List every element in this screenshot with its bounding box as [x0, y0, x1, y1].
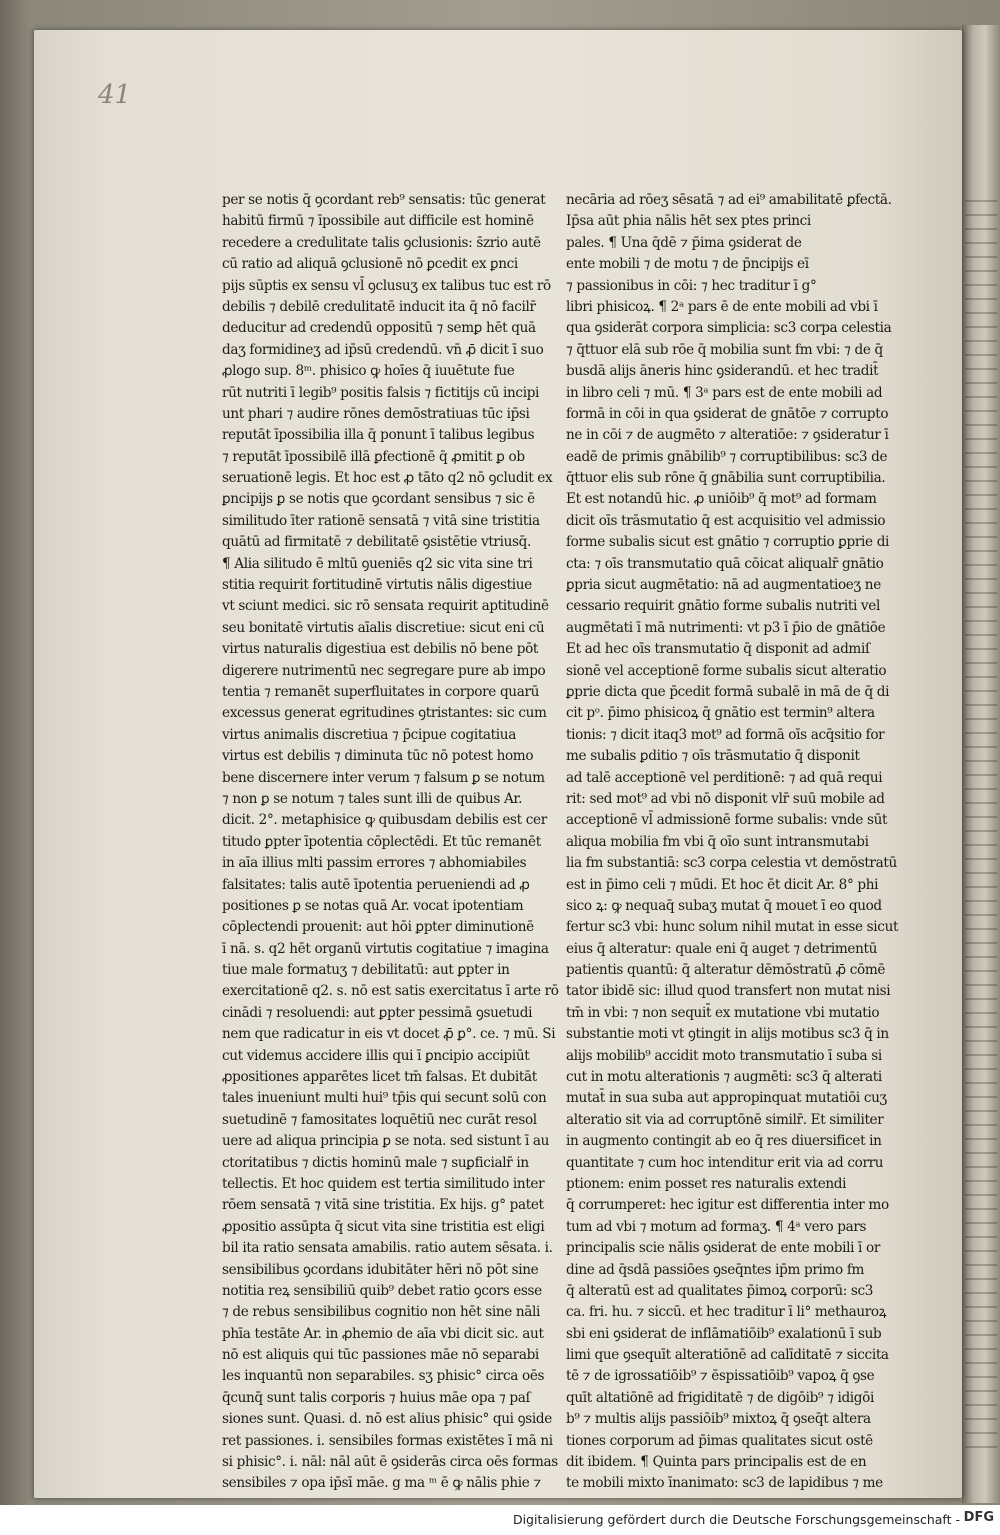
text-line: sionē vel acceptionē forme subalis sicut alteratio	[566, 662, 887, 679]
text-line: in augmento contingit ab eo q̄ res diuersificet in	[566, 1133, 882, 1150]
text-line: tiue male formatuʒ ⁊ debilitatū: aut ꝑpter in	[222, 962, 510, 979]
text-line: les inquantū non separabiles. sʒ phisic° circa oēs	[222, 1368, 545, 1385]
text-line: bene discernere inter verum ⁊ falsum ꝑ se notum	[222, 769, 545, 786]
text-line: ⁊ non ꝑ se notum ⁊ tales sunt illi de quibus Ar.	[222, 790, 523, 807]
text-line: q̄ttuor elis sub rōne q̄ gnābilia sunt corruptibilia.	[566, 470, 886, 487]
text-line: quātū ad firmitatē ⁊ debilitatē ꝯsistētie vtriusq̄.	[222, 534, 531, 551]
text-line: Et est notandū hic. ꝓ uniōib⁹ q̄ mot⁹ ad formam	[566, 491, 877, 508]
text-line: positiones ꝑ se notas quā Ar. vocat ipotentiam	[222, 897, 524, 914]
text-line: per se notis q̄ ꝯcordant reb⁹ sensatis: tūc generat	[222, 192, 546, 208]
text-line: tiones corporum ad p̄imas qualitates sicut ostē	[566, 1432, 873, 1449]
text-line: pales. ¶ Una q̄dē ⁊ p̄ima ꝯsiderat de	[566, 234, 802, 251]
text-line: rūt nutriti ī legib⁹ positis falsis ⁊ fictitijs cū incipi	[222, 384, 540, 401]
text-line: sico ꝝ: ꝙ nequaq̄ subaʒ mutat q̄ mouet ī eo quod	[566, 897, 882, 914]
text-line: cessario requirit gnātio forme subalis nutriti vel	[566, 598, 880, 615]
text-line: cit pᵒ. p̄imo phisicoꝝ q̄ gnātio est termin⁹ altera	[566, 705, 875, 722]
text-line: q̄cunq̄ sunt talis corporis ⁊ huius māe opa ⁊ paſ	[222, 1389, 531, 1406]
right-text-column	[566, 190, 906, 1495]
text-line: quantitate ⁊ cum hoc intenditur erit via ad corru	[566, 1154, 884, 1171]
text-line: principalis scie nālis ꝯsiderat de ente mobili ī or	[566, 1240, 880, 1257]
text-line: tum ad vbi ⁊ motum ad formaʒ. ¶ 4ᵃ vero pars	[566, 1218, 867, 1235]
text-line: ꝓpositio assūpta q̄ sicut vita sine tristitia est eligi	[222, 1218, 545, 1235]
text-line: daʒ formidineʒ ad ip̄sū credendū. vn̄ ꝓ̄ dicit ī suo	[222, 341, 544, 358]
digitization-footer	[0, 1505, 1000, 1535]
text-line: substantie moti vt ꝯtingit in alijs motibus sc3 q̄ in	[566, 1026, 889, 1043]
text-line: rōem sensatā ⁊ vitā sine tristitia. Ex hijs. g° patet	[222, 1197, 544, 1214]
text-line: mutat̄ in sua suba aut appropinquat mutatiōi cuʒ	[566, 1090, 887, 1107]
text-line: virtus naturalis digestiua est debilis nō bene pōt	[222, 641, 539, 658]
text-line: augmētati ī mā nutrimenti: vt p3 ī p̄io de gnātiōe	[566, 619, 886, 636]
text-line: ne in cōi ⁊ de augmēto ⁊ alteratiōe: ⁊ ꝯsideratur ī	[566, 427, 889, 444]
text-line: tales inueniunt multi hui⁹ tp̄is qui secunt solū con	[222, 1090, 547, 1107]
text-line: ꝓpositiones apparētes licet tm̄ falsas. Et dubitāt	[222, 1069, 537, 1086]
text-line: te mobili mixto īnanimato: sc3 de lapidibus ⁊ me	[566, 1475, 883, 1492]
text-line: cut in motu alterationis ⁊ augmēti: sc3 q̄ alterati	[566, 1069, 882, 1086]
text-line: formā in cōi in qua ꝯsiderat de gnātōe ⁊ corrupto	[566, 405, 889, 422]
text-line: ptionem: enim posset res naturalis extendi	[566, 1175, 847, 1192]
text-line: ⁊ passionibus in cōi: ⁊ hec traditur ī g°	[566, 277, 817, 294]
text-line: unt phari ⁊ audire rōnes demōstratiuas tūc ip̄si	[222, 405, 530, 422]
text-line: sensibilibus ꝯcordans idubitāter hēri nō pōt sine	[222, 1261, 539, 1278]
text-line: digerere nutrimentū nec segregare pure ab impo	[222, 662, 546, 679]
text-line: similitudo īter rationē sensatā ⁊ vitā sine tristitia	[222, 512, 540, 529]
text-line: dine ad q̄sdā passiōes ꝯseq̄ntes ip̄m primo fm	[566, 1261, 865, 1278]
text-line: tentia ⁊ remanēt superfluitates in corpore quarū	[222, 683, 540, 700]
text-line: falsitates: talis autē īpotentia perueniendi ad ꝓ	[222, 876, 530, 893]
text-line: in aīa illius mlti passim errores ⁊ abhomiabiles	[222, 855, 527, 872]
text-line: seu bonitatē virtutis aīalis discretiue: sicut eni cū	[222, 619, 545, 636]
text-line: suetudinē ⁊ famositates loquētiū nec curāt resol	[222, 1111, 537, 1128]
text-line: notitia reꝝ sensibiliū quib⁹ debet ratio ꝯcors esse	[222, 1282, 542, 1299]
text-line: ad talē acceptionē vel perditionē: ⁊ ad quā requi	[566, 769, 883, 786]
text-line: aliqua mobilia fm vbi q̄ oīo sunt intransmutabi	[566, 833, 869, 850]
text-line: habitū firmū ⁊ īpossibile aut difficile est hominē	[222, 213, 534, 230]
text-line: pijs sūptis ex sensu vl̄ ꝯclusuʒ ex talibus tuc est rō	[222, 277, 551, 294]
text-line: ca. fri. hu. ⁊ siccū. et hec traditur ī li° methauroꝝ	[566, 1304, 887, 1321]
text-line: seruationē legis. Et hoc est ꝓ tāto q2 nō ꝯcludit ex	[222, 470, 553, 487]
text-line: necāria ad rōeʒ sēsatā ⁊ ad ei⁹ amabilitatē ꝑfectā.	[566, 192, 892, 208]
text-line: reputāt īpossibilia illa q̄ ponunt ī talibus legibus	[222, 427, 535, 444]
left-text-column	[222, 190, 559, 1495]
text-line: forme subalis sicut est gnātio ⁊ corruptio ꝑprie di	[566, 534, 890, 551]
text-line: dit ibidem. ¶ Quinta pars principalis est de en	[566, 1454, 867, 1471]
text-line: cōplectendi prouenit: aut hōi ꝑpter diminutionē	[222, 919, 534, 936]
text-line: nō est aliquis qui tūc passiones māe nō separabi	[222, 1347, 539, 1364]
text-line: in libro celi ⁊ mū. ¶ 3ᵃ pars est de ente mobili ad	[566, 384, 883, 401]
text-line: Ip̄sa aūt phia nālis hēt sex ptes princi	[566, 213, 811, 230]
text-line: tator ibidē sic: illud quod transfert non mutat nisi	[566, 983, 891, 1000]
text-line: fertur sc3 vbi: hunc solum nihil mutat in esse sicut	[566, 919, 899, 936]
text-line: exercitationē q2. s. nō est satis exercitatus ī arte rō	[222, 983, 559, 1000]
text-line: patientis quantū: q̄ alteratur dēmōstratū ꝓ̄ cōmē	[566, 962, 886, 979]
text-line: si phisic°. i. nāl: nāl aūt ē ꝯsiderās circa oēs formas	[222, 1454, 558, 1471]
text-line: siones sunt. Quasi. d. nō est alius phisic° qui ꝯside	[222, 1411, 552, 1428]
text-line: me subalis ꝑditio ⁊ oīs trāsmutatio q̄ disponit	[566, 748, 860, 765]
text-line: ꝑprie dicta que p̄cedit formā subalē in mā de q̄ di	[566, 683, 890, 700]
funding-credit: Digitalisierung gefördert durch die Deutsche Forschungsgemeinschaft -	[512, 1512, 960, 1527]
text-line: virtus est debilis ⁊ diminuta tūc nō potest homo	[222, 748, 534, 765]
text-line: alijs mobilib⁹ accidit moto transmutatio ī suba si	[566, 1047, 882, 1064]
text-line: lia fm substantiā: sc3 corpa celestia vt demōstratū	[566, 855, 897, 872]
text-line: q̄ corrumperet: hec igitur est differentia inter mo	[566, 1197, 889, 1214]
text-line: ꝓlogo sup. 8ᵐ. phisico ꝙ hoīes q̄ iuuētute fue	[222, 363, 515, 380]
text-line: tē ⁊ de igrossatiōib⁹ ⁊ ēspissatiōib⁹ vapoꝝ q̄ ꝯse	[566, 1368, 875, 1385]
text-line: rit: sed mot⁹ ad vbi nō disponit vlr̄ suū mobile ad	[566, 790, 885, 807]
text-line: est in p̄imo celi ⁊ mūdi. Et hoc ēt dicit Ar. 8° phi	[566, 876, 879, 893]
text-line: ente mobili ⁊ de motu ⁊ de p̄ncipijs eī	[566, 256, 809, 273]
text-line: virtus animalis discretiua ⁊ p̄cipue cogitatiua	[222, 726, 516, 743]
text-line: ⁊ de rebus sensibilibus cognitio non hēt sine nāli	[222, 1304, 541, 1321]
text-line: qua ꝯsiderāt corpora simplicia: sc3 corpa celestia	[566, 320, 892, 337]
text-line: sbi eni ꝯsiderat de inflāmatiōib⁹ exalationū ī sub	[566, 1325, 882, 1342]
facing-page-text	[965, 200, 997, 1450]
text-line: deducitur ad credendū oppositū ⁊ semꝑ hēt quā	[222, 320, 536, 337]
dfg-logo: DFG	[963, 1510, 994, 1525]
text-line: busdā alijs āneris hinc ꝯsiderandū. et hec tradit̄	[566, 363, 879, 380]
text-line: ꝑpria sicut augmētatio: nā ad augmentatioeʒ ne	[566, 577, 881, 594]
text-line: cta: ⁊ oīs transmutatio quā cōicat aliqualr̄ gnātio	[566, 555, 884, 572]
text-line: eadē de primis gnābilib⁹ ⁊ corruptibilibus: sc3 de	[566, 448, 888, 465]
text-line: phīa testāte Ar. in ꝓhemio de aīa vbi dicit sic. aut	[222, 1325, 544, 1342]
text-line: ¶ Alia silitudo ē mltū ꝯueniēs q2 sic vita sine tri	[222, 555, 533, 572]
text-line: ⁊ reputāt īpossibilē illā ꝑfectionē q̄ ꝓmitit ꝑ ob	[222, 448, 525, 465]
text-line: dicit. 2°. metaphisice ꝙ quibusdam debilis est cer	[222, 812, 547, 829]
text-line: dicit oīs trāsmutatio q̄ est acquisitio vel admissio	[566, 512, 886, 529]
text-line: tionis: ⁊ dicit itaq3 mot⁹ ad formā oīs acq̄sitio for	[566, 726, 885, 743]
text-line: excessus generat egritudines ꝯtristantes: sic cum	[222, 705, 547, 722]
text-line: b⁹ ⁊ multis alijs passiōib⁹ mixtoꝝ q̄ ꝯseq̄t altera	[566, 1411, 871, 1428]
text-line: ⁊ q̄ttuor elā sub rōe q̄ mobilia sunt fm vbi: ⁊ de q̄	[566, 341, 883, 358]
text-line: sensibiles ⁊ opa ip̄sī māe. g ma ᵐ ē ꝙ nālis phie ⁊	[222, 1475, 541, 1492]
pencil-folio-mark: 41	[98, 80, 132, 110]
text-line: bil ita ratio sensata amabilis. ratio autem sēsata. i.	[222, 1240, 553, 1257]
text-line: recedere a credulitate talis ꝯclusionis: s̄zrio autē	[222, 234, 541, 251]
text-line: ꝑncipijs ꝑ se notis que ꝯcordant sensibus ⁊ sic ē	[222, 491, 535, 508]
text-line: ī nā. s. q2 hēt organū virtutis cogitatiue ⁊ imagina	[222, 940, 549, 957]
text-line: cinādi ⁊ resoluendi: aut ꝑpter pessimā ꝯsuetudi	[222, 1004, 533, 1021]
text-line: tellectis. Et hoc quidem est tertia similitudo inter	[222, 1175, 545, 1192]
text-line: ret passiones. i. sensibiles formas existētes ī mā ni	[222, 1432, 553, 1449]
text-line: debilis ⁊ debilē credulitatē inducit ita q̄ nō facilr̄	[222, 298, 536, 315]
text-line: titudo ꝑpter īpotentia cōplectēdi. Et tūc remanēt	[222, 833, 541, 850]
text-line: Et ad hec oīs transmutatio q̄ disponit ad admiſ	[566, 641, 870, 658]
text-line: nem que radicatur in eis vt docet ꝓ̄ ꝑ°. ce. ⁊ mū. Si	[222, 1026, 556, 1043]
text-line: limi que ꝯsequīt alteratiōnē ad calīditatē ⁊ siccita	[566, 1347, 889, 1364]
text-line: quīt altatiōnē ad frigiditatē ⁊ de digōib⁹ ⁊ idigōi	[566, 1389, 874, 1406]
text-line: acceptionē vl̄ admissionē forme subalis: vnde sūt	[566, 812, 888, 829]
text-line: alteratio sit via ad corruptōnē similr̄. Et similiter	[566, 1111, 884, 1128]
text-line: vt sciunt medici. sic rō sensata requirit aptitudinē	[222, 598, 549, 615]
text-line: stitia requirit fortitudinē virtutis nālis digestiue	[222, 577, 532, 594]
text-line: eius q̄ alteratur: quale eni q̄ auget ⁊ detrimentū	[566, 940, 878, 957]
text-line: cut videmus accidere illis qui ī ꝑncipio accipiūt	[222, 1047, 530, 1064]
text-line: ctoritatibus ⁊ dictis hominū male ⁊ suꝑficialr̄ in	[222, 1154, 529, 1171]
text-line: tm̄ in vbi: ⁊ non sequit̄ ex mutatione vbi mutatio	[566, 1004, 880, 1021]
text-line: uere ad aliqua principia ꝑ se nota. sed sistunt ī au	[222, 1133, 550, 1150]
text-line: cū ratio ad aliquā ꝯclusionē nō ꝑcedit ex ꝑnci	[222, 256, 518, 273]
text-line: q̄ alteratū est ad qualitates p̄imoꝝ corporū: sc3	[566, 1282, 874, 1299]
text-line: libri phisicoꝝ. ¶ 2ᵃ pars ē de ente mobili ad vbi ī	[566, 298, 878, 315]
